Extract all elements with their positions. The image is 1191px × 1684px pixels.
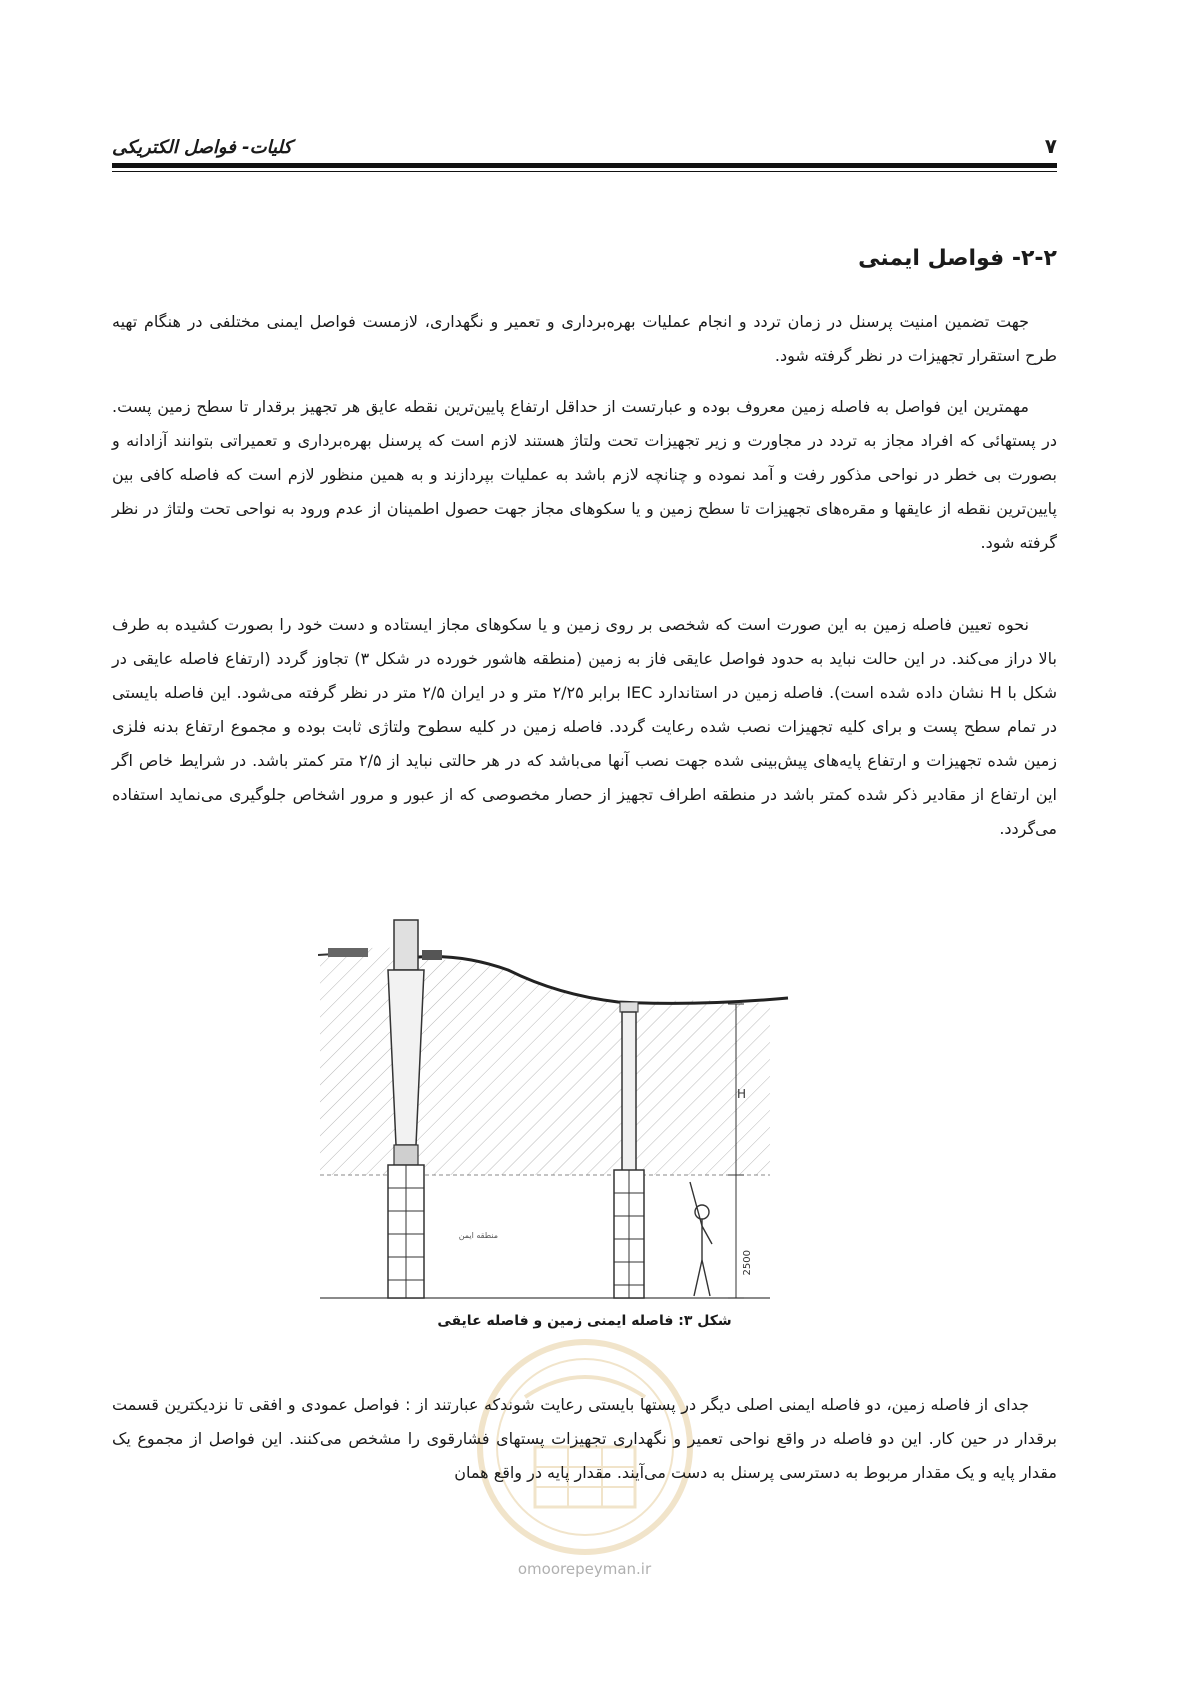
label-2500: 2500 (742, 1250, 753, 1276)
label-zone: منطقه ایمن (458, 1231, 498, 1240)
section-heading: ۲-۲- فواصل ایمنی (858, 246, 1057, 271)
label-h: H (736, 1087, 746, 1101)
right-insulator-cap (620, 1002, 638, 1012)
paragraph-2: مهمترین این فواصل به فاصله زمین معروف بوده و عبارتست از حداقل ارتفاع پایین‌ترین نقطه عایق هر تجهیز برقدار تا سطح زمین پست. در پستهائی که افراد مجاز به تردد در مجاورت و زیر تجهیزات تحت ولتاژ هستند لازم است که پرسنل بهره‌برداری و تعمیراتی بتوانند آزادانه و بصورت بی خطر در نواحی مذکور رفت و آمد نموده و چنانچه لازم باشد به عملیات بپردازند و به همین منظور لازم است که فاصله کافی بین پایین‌ترین نقطه از عایقها و مقره‌های تجهیزات تا سطح زمین و یا سکوهای مجاز جهت حصول اطمینان از عدم ورود به نواحی تحت ولتاژ در نظر گرفته شود. (112, 397, 1057, 552)
paragraph-1: جهت تضمین امنیت پرسنل در زمان تردد و انجام عملیات بهره‌برداری و تعمیر و نگهداری، لازمست فواصل ایمنی مختلفی در هنگام تهیه طرح استقرار تجهیزات در نظر گرفته شود. (112, 312, 1057, 365)
insulation-zone-hatch (320, 947, 770, 1175)
header-rule-thick (112, 163, 1057, 168)
page-number: ۷ (1044, 134, 1057, 158)
clamp-left (328, 948, 368, 957)
clamp-right (422, 950, 442, 960)
paragraph-3: نحوه تعیین فاصله زمین به این صورت است که شخصی بر روی زمین و یا سکوهای مجاز ایستاده و دست خود را بصورت کشیده به طرف بالا دراز می‌کند. در این حالت نباید به حدود فواصل عایقی فاز به زمین (منطقه هاشور خورده در شکل ۳) تجاوز گردد (ارتفاع فاصله عایقی در شکل با H نشان داده شده است). فاصله زمین در استاندارد IEC برابر ۲/۲۵ متر و در ایران ۲/۵ متر در نظر گرفته می‌شود. این فاصله بایستی در تمام سطح پست و برای کلیه تجهیزات نصب شده رعایت گردد. فاصله زمین در کلیه سطوح ولتاژی ثابت بوده و مجموع ارتفاع بدنه فلزی زمین شده تجهیزات و ارتفاع پایه‌های پیش‌بینی شده جهت نصب آنها می‌باشد که در هر حالتی نباید از ۲/۵ متر کمتر باشد. در شرایط خاص اگر این ارتفاع از مقادیر ذکر شده کمتر باشد در منطقه اطراف تجهیز از حصار مخصوصی که از عبور و مرور اشخاص جلوگیری می‌نماید استفاده می‌گردد. (112, 615, 1058, 838)
apparatus-head (394, 920, 418, 970)
left-insulator-base (394, 1145, 418, 1165)
header-rule-thin (112, 171, 1057, 172)
running-title: کلیات- فواصل الکتریکی (112, 137, 292, 158)
right-insulator-body (622, 1012, 636, 1172)
clearance-figure (318, 900, 838, 1300)
figure-caption: شکل ۳: فاصله ایمنی زمین و فاصله عایقی (437, 1313, 732, 1329)
person-figure (690, 1182, 712, 1296)
page-header (112, 126, 1057, 158)
watermark-site: omoorepeyman.ir (517, 1560, 652, 1578)
clearance-diagram (318, 900, 838, 1300)
paragraph-4: جدای از فاصله زمین، دو فاصله ایمنی اصلی دیگر در پستها بایستی رعایت شوندکه عبارتند از : فواصل عمودی و افقی تا نزدیکترین قسمت برقدار در حین کار. این دو فاصله در واقع نواحی تعمیر و نگهداری تجهیزات پستهای فشارقوی را مشخص می‌کنند. این فواصل از مجموع یک مقدار پایه و یک مقدار مربوط به دسترسی پرسنل به دست می‌آیند. مقدار پایه در واقع همان (112, 1395, 1057, 1482)
